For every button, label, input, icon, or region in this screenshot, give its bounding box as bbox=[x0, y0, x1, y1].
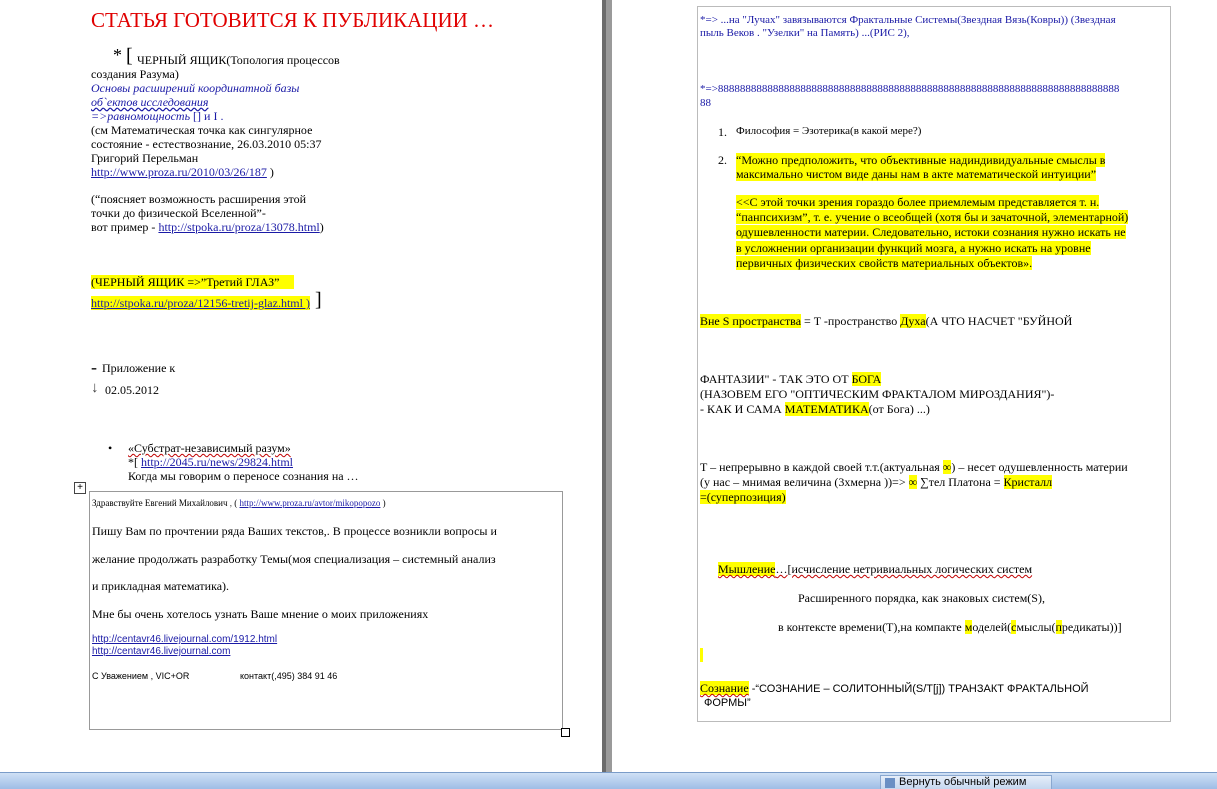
down-arrow-icon: ↓ bbox=[91, 380, 99, 396]
greeting-tail: ) bbox=[380, 498, 386, 508]
thinking-line: мыслы( bbox=[1016, 620, 1056, 634]
quote-line: <<С этой точки зрения гораздо более приемлемым представляется т. н. bbox=[736, 195, 1100, 209]
bullet-icon: • bbox=[108, 441, 113, 455]
reference-line: Григорий Перельман bbox=[91, 151, 199, 165]
list-item: Философия = Эзотерика(в какой мере?) bbox=[736, 125, 922, 137]
quote-line: первичных физических свойств материальных объектов». bbox=[736, 256, 1033, 270]
mathematics-word: МАТЕМАТИКА bbox=[784, 402, 869, 416]
fantasy-text: ФАНТАЗИИ" - ТАК ЭТО ОТ bbox=[700, 372, 852, 386]
fantasy-line: - КАК И САМА bbox=[700, 402, 785, 416]
thinking-text: …[исчисление нетривиальных логических систем bbox=[775, 562, 1033, 576]
t-text: ∑тел Платона = bbox=[917, 475, 1004, 489]
appendix-dash: - bbox=[91, 357, 97, 377]
author-link[interactable]: http://www.proza.ru/avtor/mikopopozo bbox=[239, 498, 381, 508]
bracket-close: ] bbox=[315, 289, 322, 311]
eights-line: *=>8888888888888888888888888888888888888888888888888888888888888888888888888 bbox=[700, 83, 1120, 95]
left-page bbox=[0, 0, 602, 772]
letter-paragraph: Мне бы очень хотелось узнать Ваше мнение о моих приложениях bbox=[92, 607, 429, 621]
fantasy-tail: (от Бога) ...) bbox=[868, 402, 930, 416]
signature-text: С Уважением , VIC+OR bbox=[92, 671, 190, 681]
stpoka-link[interactable]: http://stpoka.ru/proza/13078.html bbox=[158, 220, 320, 234]
consciousness-text: -“СОЗНАНИЕ – СОЛИТОННЫЙ(S/T[j]) ТРАНЗАКТ ФРАКТАЛЬНОЙ bbox=[748, 683, 1089, 695]
explain-tail: ) bbox=[319, 220, 324, 234]
page-title: СТАТЬЯ ГОТОВИТСЯ К ПУБЛИКАЦИИ … bbox=[91, 8, 495, 32]
list-number: 2. bbox=[718, 153, 727, 167]
restore-button-label: Вернуть обычный режим bbox=[899, 776, 1027, 788]
table-move-handle-icon[interactable]: + bbox=[74, 482, 86, 494]
proza-link[interactable]: http://www.proza.ru/2010/03/26/187 bbox=[91, 165, 267, 179]
basis-line: об`ектов исследования bbox=[91, 95, 209, 109]
highlight-letter: п bbox=[1055, 620, 1062, 634]
god-word: БОГА bbox=[851, 372, 882, 386]
substrate-link-prefix: *[ bbox=[128, 455, 141, 469]
thinking-label: Мышление bbox=[718, 562, 776, 576]
reading-mode-icon bbox=[885, 778, 895, 788]
substrate-link[interactable]: http://2045.ru/news/29824.html bbox=[141, 455, 293, 469]
eights-line: 88 bbox=[700, 97, 711, 109]
table-resize-handle-icon[interactable] bbox=[561, 728, 570, 737]
substrate-text: Когда мы говорим о переносе сознания на … bbox=[128, 469, 359, 483]
consciousness-label: Сознание bbox=[700, 681, 749, 695]
letter-paragraph: и прикладная математика). bbox=[92, 579, 230, 593]
thinking-line: Расширенного порядка, как знаковых систем(S), bbox=[798, 591, 1045, 605]
greeting-text: Здравствуйте Евгений Михайлович bbox=[92, 498, 228, 508]
third-eye-link[interactable]: http://stpoka.ru/proza/12156-tretij-glaz.html ) bbox=[91, 296, 310, 310]
contact-text: контакт(,495) 384 91 46 bbox=[240, 671, 338, 681]
equipotence-tail: [] и I . bbox=[190, 109, 224, 123]
intro-line: *=> ...на "Лучах" завязываются Фрактальные Системы(Звездная Вязь(Ковры)) (Звездная bbox=[700, 14, 1116, 26]
vne-text: = T -пространство bbox=[801, 314, 901, 328]
reference-line: состояние - естествознание, 26.03.2010 05:37 bbox=[91, 137, 322, 151]
explain-line: вот пример - bbox=[91, 220, 159, 234]
infinity-symbol: ∞ bbox=[942, 460, 952, 474]
t-text: T – непрерывно в каждой своей т.т.(актуальная bbox=[700, 460, 943, 474]
list-item: максимально чистом виде даны нам в акте математической интуиции” bbox=[736, 167, 1097, 181]
equipotence-label: =>равномощность bbox=[91, 109, 191, 123]
highlight-letter: м bbox=[964, 620, 973, 634]
greeting-link-prefix: ( bbox=[234, 498, 240, 508]
t-text: ) – несет одушевленность материи bbox=[951, 460, 1128, 474]
spirit-word: Духа bbox=[900, 314, 926, 328]
crystal-word: Кристалл bbox=[1003, 475, 1053, 489]
black-box-line: ЧЕРНЫЙ ЯЩИК(Топология процессов bbox=[137, 53, 340, 67]
list-number: 1. bbox=[718, 125, 727, 139]
thinking-line: редикаты))] bbox=[1061, 620, 1122, 634]
bracket-open: [ bbox=[126, 45, 133, 67]
black-box-line: создания Разума) bbox=[91, 67, 179, 81]
list-item: “Можно предположить, что объективные надиндивидуальные смыслы в bbox=[736, 153, 1106, 167]
reference-tail: ) bbox=[266, 165, 274, 179]
livejournal-link-1[interactable]: http://centavr46.livejournal.com/1912.html bbox=[92, 634, 278, 645]
restore-normal-mode-button[interactable] bbox=[880, 775, 1052, 789]
star-mark: * bbox=[113, 45, 122, 65]
letter-paragraph: Пишу Вам по прочтении ряда Ваших текстов,. В процессе возникли вопросы и bbox=[92, 524, 497, 538]
t-text: (у нас – мнимая величина (3хмерна ))=> bbox=[700, 475, 909, 489]
quote-line: “панпсихизм”, т. е. учение о всеобщей (хотя бы и зачаточной, элементарной) bbox=[736, 210, 1129, 224]
right-text-frame bbox=[697, 6, 1171, 722]
quote-line: одушевленности материи. Следовательно, истоки сознания нужно искать не bbox=[736, 225, 1126, 239]
substrate-title: «Субстрат-независимый разум» bbox=[128, 441, 291, 455]
thinking-line: оделей( bbox=[972, 620, 1012, 634]
date-text: 02.05.2012 bbox=[105, 383, 159, 397]
explain-line: (“поясняет возможность расширения этой bbox=[91, 192, 307, 206]
consciousness-line: ФОРМЫ” bbox=[704, 697, 751, 709]
fantasy-line: (НАЗОВЕМ ЕГО "ОПТИЧЕСКИМ ФРАКТАЛОМ МИРОЗДАНИЯ")- bbox=[700, 387, 1055, 401]
highlight-marker bbox=[700, 648, 703, 662]
explain-line: точки до физической Вселенной”- bbox=[91, 206, 266, 220]
intro-line: пыль Веков . "Узелки" на Память) ...(РИС 2), bbox=[700, 27, 910, 39]
superposition-text: =(суперпозиция) bbox=[700, 490, 786, 504]
third-eye-text: (ЧЕРНЫЙ ЯЩИК =>”Третий ГЛАЗ” bbox=[91, 275, 280, 289]
basis-line: Основы расширений координатной базы bbox=[91, 81, 300, 95]
infinity-symbol: ∞ bbox=[908, 475, 918, 489]
letter-paragraph: желание продолжать разработку Темы(моя специализация – системный анализ bbox=[92, 552, 496, 566]
appendix-label: Приложение к bbox=[102, 361, 176, 375]
vne-tail: (А ЧТО НАСЧЕТ "БУЙНОЙ bbox=[925, 314, 1073, 328]
letter-table[interactable]: Здравствуйте Евгений Михайлович , ( http://www.proza.ru/avtor/mikopopozo ) Пишу Вам по прочтении ряда Ваших текстов,. В процессе возникли вопросы и желание продолжать разработку Темы(моя специализация – системный анализ и прикладная математика). Мне бы очень хотелось узнать Ваше мнение о моих приложениях http://centavr46.livejournal.com/1912.html http://centavr46.livejournal.com С Уважением , VIC+OR контакт(,495) 384 91 46 bbox=[89, 491, 563, 730]
quote-line: в усложнении организации функций мозга, а нужно искать на уровне bbox=[736, 241, 1091, 255]
thinking-line: в контексте времени(T),на компакте bbox=[778, 620, 965, 634]
reference-line: (см Математическая точка как сингулярное bbox=[91, 123, 313, 137]
vne-label: Вне S пространства bbox=[700, 314, 802, 328]
highlight-letter: с bbox=[1011, 620, 1017, 634]
livejournal-link-2[interactable]: http://centavr46.livejournal.com bbox=[92, 646, 231, 657]
